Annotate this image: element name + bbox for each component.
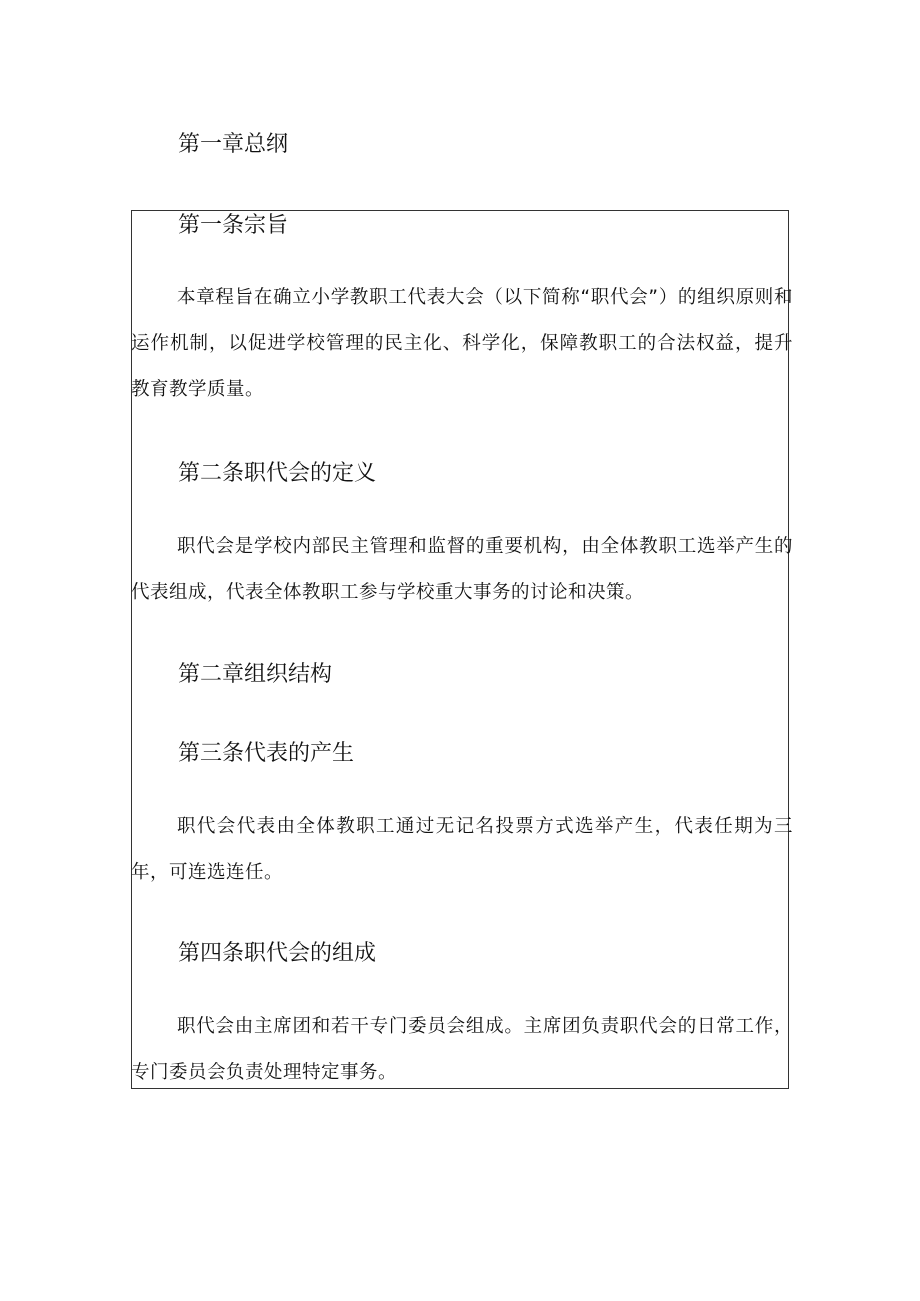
article-1-body: 本章程旨在确立小学教职工代表大会（以下简称“职代会”）的组织原则和运作机制，以促进学校管理的民主化、科学化，保障教职工的合法权益，提升教育教学质量。 [131,287,793,400]
chapter-2-title: 第二章组织结构 [178,662,333,687]
article-1-title: 第一条宗旨 [178,213,289,238]
chapter-1-title: 第一章总纲 [178,132,289,157]
article-3-body: 职代会代表由全体教职工通过无记名投票方式选举产生，代表任期为三年，可连选连任。 [131,816,793,883]
article-2-body: 职代会是学校内部民主管理和监督的重要机构，由全体教职工选举产生的代表组成，代表全体教职工参与学校重大事务的讨论和决策。 [131,536,793,603]
article-4-title: 第四条职代会的组成 [178,941,377,966]
article-2-title: 第二条职代会的定义 [178,461,377,486]
article-3-title: 第三条代表的产生 [178,741,355,766]
article-4-body: 职代会由主席团和若干专门委员会组成。主席团负责职代会的日常工作，专门委员会负责处理特定事务。 [131,1016,793,1083]
